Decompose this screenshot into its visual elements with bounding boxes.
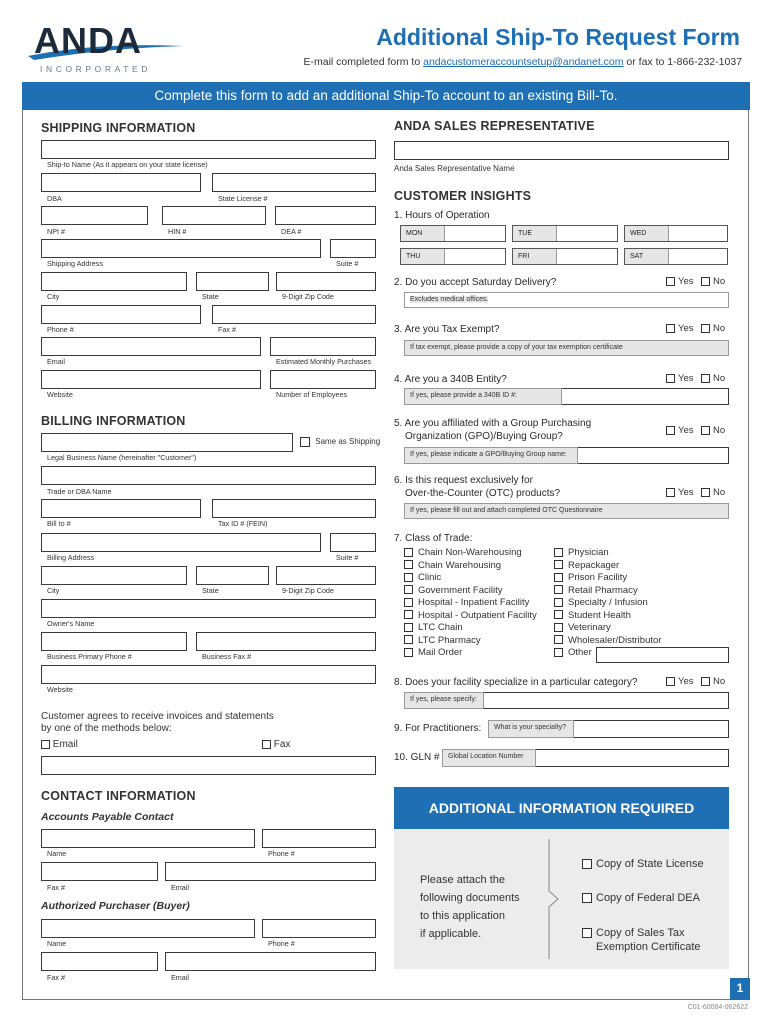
trade-label: Hospital - Inpatient Facility (418, 597, 530, 608)
trade-checkbox[interactable] (404, 610, 413, 619)
day-tue-field[interactable] (512, 225, 618, 242)
insights-section-title: CUSTOMER INSIGHTS (394, 189, 532, 203)
day-wed-label: WED (625, 226, 669, 241)
shipping-city-label: City (47, 292, 60, 301)
trade-label: Veterinary (568, 622, 611, 633)
business-fax-label: Business Fax # (202, 652, 252, 661)
sales-rep-section-title: ANDA SALES REPRESENTATIVE (394, 119, 595, 133)
q8-note: If yes, please specify: (404, 692, 484, 709)
hin-label: HIN # (168, 227, 187, 236)
billing-website-field[interactable] (41, 665, 376, 684)
q3-yes[interactable] (666, 323, 694, 334)
ap-fax-field[interactable] (41, 862, 158, 881)
doc-sales-tax-label-2: Exemption Certificate (596, 941, 701, 953)
attach-line: Please attach the (420, 874, 506, 886)
trade-checkbox[interactable] (554, 623, 563, 632)
trade-checkbox[interactable] (404, 573, 413, 582)
billing-address-field[interactable] (41, 533, 321, 552)
shipping-suite-label: Suite # (336, 259, 359, 268)
buyer-fax-label: Fax # (47, 973, 65, 982)
q1-hours: 1. Hours of Operation (394, 210, 490, 221)
q5-no[interactable] (701, 425, 725, 436)
trade-checkbox[interactable] (554, 560, 563, 569)
trade-option[interactable] (404, 635, 481, 646)
q5-gpo-line1: 5. Are you affiliated with a Group Purchasing (394, 418, 592, 429)
doc-federal-dea-label: Copy of Federal DEA (596, 892, 700, 904)
day-sat-label: SAT (625, 249, 669, 264)
contact-prefix: E-mail completed form to (303, 56, 421, 68)
shipping-email-label: Email (47, 357, 65, 366)
trade-label: Chain Non-Warehousing (418, 547, 522, 558)
anda-logo (28, 20, 188, 78)
trade-checkbox[interactable] (554, 635, 563, 644)
primary-phone-label: Business Primary Phone # (47, 652, 132, 661)
trade-option[interactable] (404, 647, 462, 658)
trade-label: Specialty / Infusion (568, 597, 648, 608)
trade-label: Wholesaler/Distributor (568, 634, 662, 646)
q2-note: Excludes medical offices. (410, 296, 489, 303)
owner-name-field[interactable] (41, 599, 376, 618)
ap-contact-title: Accounts Payable Contact (41, 811, 174, 823)
page-title: Additional Ship-To Request Form (376, 24, 740, 50)
q9-practitioners: 9. For Practitioners: (394, 723, 482, 734)
ap-fax-label: Fax # (47, 883, 65, 892)
trade-checkbox[interactable] (554, 585, 563, 594)
npi-label: NPI # (47, 227, 65, 236)
q3-no-checkbox[interactable] (701, 324, 710, 333)
trade-checkbox[interactable] (554, 598, 563, 607)
doc-sales-tax[interactable] (582, 926, 701, 954)
q3-yes-checkbox[interactable] (666, 324, 675, 333)
email-link[interactable]: andacustomeraccountsetup@andanet.com (423, 56, 624, 68)
trade-label: Student Health (568, 609, 631, 621)
attach-line: if applicable. (420, 928, 482, 940)
shipping-zip-field[interactable] (276, 272, 376, 291)
doc-federal-dea[interactable] (582, 892, 700, 904)
trade-checkbox[interactable] (554, 573, 563, 582)
shipping-city-field[interactable] (41, 272, 187, 291)
trade-option[interactable] (404, 622, 463, 633)
buyer-email-field[interactable] (165, 952, 376, 971)
same-as-shipping-label: Same as Shipping (315, 437, 381, 447)
trade-option[interactable] (554, 610, 631, 621)
ap-name-label: Name (47, 849, 67, 858)
buyer-name-field[interactable] (41, 919, 255, 938)
trade-checkbox[interactable] (404, 623, 413, 632)
trade-label: LTC Chain (418, 622, 463, 633)
shipping-state-label: State (202, 292, 219, 301)
trade-label: Chain Warehousing (418, 559, 502, 571)
invoice-fax-checkbox[interactable] (262, 740, 271, 749)
trade-checkbox[interactable] (404, 585, 413, 594)
contact-section-title: CONTACT INFORMATION (41, 789, 196, 803)
shipto-name-label: Ship-to Name (As it appears on your state license) (47, 160, 208, 169)
doc-federal-dea-checkbox[interactable] (582, 893, 592, 903)
dea-field[interactable] (275, 206, 376, 225)
shipping-website-field[interactable] (41, 370, 261, 389)
trade-name-field[interactable] (41, 466, 376, 485)
contact-suffix: or fax to 1-866-232-1037 (626, 56, 742, 68)
q3-note: If tax exempt, please provide a copy of your tax exemption certificate (404, 340, 729, 356)
trade-label: Repackager (568, 559, 620, 571)
same-as-shipping-checkbox[interactable] (300, 437, 310, 447)
dea-label: DEA # (281, 227, 302, 236)
tax-id-field[interactable] (212, 499, 376, 518)
q8-no[interactable] (701, 676, 725, 687)
q5-no-label: No (713, 425, 726, 436)
trade-label: Hospital - Outpatient Facility (418, 609, 537, 621)
brand-name: ANDA (34, 20, 142, 61)
q4-no[interactable] (701, 373, 725, 384)
billing-zip-label: 9-Digit Zip Code (282, 586, 334, 595)
invoice-email-option[interactable] (41, 739, 78, 750)
ap-phone-field[interactable] (262, 829, 376, 848)
doc-state-license[interactable] (582, 858, 704, 870)
contact-line (303, 56, 742, 68)
ap-name-field[interactable] (41, 829, 255, 848)
invoice-fax-option[interactable] (262, 739, 290, 750)
billing-suite-field[interactable] (330, 533, 376, 552)
doc-sales-tax-checkbox[interactable] (582, 928, 592, 938)
brace-icon (546, 839, 562, 959)
day-thu-field[interactable] (400, 248, 506, 265)
doc-sales-tax-label-1: Copy of Sales Tax (596, 927, 685, 939)
invoice-agreement-line2: by one of the methods below: (41, 723, 172, 734)
invoice-agreement-line1: Customer agrees to receive invoices and statements (41, 711, 274, 722)
q8-yes-label: Yes (678, 676, 694, 687)
q8-yes-checkbox[interactable] (666, 677, 675, 686)
q2-yes-label: Yes (678, 276, 694, 287)
q6-yes-label: Yes (678, 487, 694, 498)
q6-otc-line1: 6. Is this request exclusively for (394, 475, 533, 486)
shipping-section-title: SHIPPING INFORMATION (41, 121, 196, 135)
trade-label: Prison Facility (568, 572, 628, 583)
trade-option[interactable] (404, 610, 537, 621)
q6-yes-checkbox[interactable] (666, 488, 675, 497)
state-license-field[interactable] (212, 173, 376, 192)
q4-no-checkbox[interactable] (701, 374, 710, 383)
shipping-suite-field[interactable] (330, 239, 376, 258)
shipping-fax-label: Fax # (218, 325, 236, 334)
npi-field[interactable] (41, 206, 148, 225)
buyer-name-label: Name (47, 939, 67, 948)
business-fax-field[interactable] (196, 632, 376, 651)
trade-option[interactable] (554, 635, 661, 646)
trade-option[interactable] (404, 597, 529, 608)
trade-option[interactable] (554, 572, 627, 583)
q8-no-label: No (713, 676, 726, 687)
invoice-email-fax-field[interactable] (41, 756, 376, 775)
q5-gpo-line2: Organization (GPO)/Buying Group? (405, 431, 563, 442)
doc-state-license-label: Copy of State License (596, 858, 704, 870)
invoice-email-checkbox[interactable] (41, 740, 50, 749)
q10-note: Global Location Number (442, 749, 536, 767)
attach-instructions (420, 871, 520, 943)
q2-no-label: No (713, 276, 726, 287)
trade-checkbox[interactable] (404, 648, 413, 657)
shipping-phone-label: Phone # (47, 325, 74, 334)
q2-note-field[interactable] (404, 292, 729, 308)
q4-yes-checkbox[interactable] (666, 374, 675, 383)
doc-state-license-checkbox[interactable] (582, 859, 592, 869)
trade-label: LTC Pharmacy (418, 634, 481, 646)
day-fri-field[interactable] (512, 248, 618, 265)
q4-yes-label: Yes (678, 373, 694, 384)
trade-checkbox[interactable] (404, 560, 413, 569)
trade-label: Physician (568, 547, 609, 558)
trade-option[interactable] (554, 560, 619, 571)
trade-label: Clinic (418, 572, 442, 583)
trade-checkbox[interactable] (404, 635, 413, 644)
trade-checkbox[interactable] (554, 648, 563, 657)
buyer-title: Authorized Purchaser (Buyer) (41, 900, 190, 912)
billing-state-label: State (202, 586, 219, 595)
buyer-fax-field[interactable] (41, 952, 158, 971)
q4-yes[interactable] (666, 373, 694, 384)
billing-website-label: Website (47, 685, 73, 694)
dba-field[interactable] (41, 173, 201, 192)
day-mon-label: MON (401, 226, 445, 241)
form-code: C01-60084-062622 (687, 1004, 748, 1011)
q5-yes-label: Yes (678, 425, 694, 436)
trade-name-label: Trade or DBA Name (47, 487, 112, 496)
legal-name-field[interactable] (41, 433, 293, 452)
q9-note: What is your specialty? (488, 720, 574, 738)
banner-text: Complete this form to add an additional Ship-To account to an existing Bill-To. (154, 88, 618, 103)
shipto-name-field[interactable] (41, 140, 376, 159)
trade-label: Retail Pharmacy (568, 584, 638, 596)
state-license-label: State License # (218, 194, 268, 203)
shipping-phone-field[interactable] (41, 305, 201, 324)
q3-no-label: No (713, 323, 726, 334)
trade-checkbox[interactable] (554, 548, 563, 557)
day-fri-label: FRI (513, 249, 557, 264)
trade-option[interactable] (554, 585, 638, 596)
q6-no[interactable] (701, 487, 725, 498)
employees-field[interactable] (270, 370, 376, 389)
q4-no-label: No (713, 373, 726, 384)
buyer-email-label: Email (171, 973, 189, 982)
dba-label: DBA (47, 194, 62, 203)
page-number: 1 (736, 981, 744, 995)
trade-other-field[interactable] (596, 647, 729, 663)
q5-yes-checkbox[interactable] (666, 426, 675, 435)
q5-no-checkbox[interactable] (701, 426, 710, 435)
shipping-address-field[interactable] (41, 239, 321, 258)
billing-city-field[interactable] (41, 566, 187, 585)
billing-section-title: BILLING INFORMATION (41, 414, 186, 428)
same-as-shipping[interactable] (300, 437, 380, 447)
day-tue-label: TUE (513, 226, 557, 241)
invoice-email-label: Email (52, 739, 78, 750)
q8-no-checkbox[interactable] (701, 677, 710, 686)
trade-option[interactable] (404, 585, 502, 596)
q6-yes[interactable] (666, 487, 694, 498)
shipping-zip-label: 9-Digit Zip Code (282, 292, 334, 301)
q10-gln: 10. GLN # (394, 752, 440, 763)
q7-class-of-trade: 7. Class of Trade: (394, 533, 473, 544)
brand-subtitle: INCORPORATED (40, 64, 152, 74)
buyer-phone-field[interactable] (262, 919, 376, 938)
trade-option[interactable] (554, 622, 611, 633)
additional-info-title: ADDITIONAL INFORMATION REQUIRED (428, 800, 695, 816)
q3-tax-exempt: 3. Are you Tax Exempt? (394, 324, 500, 335)
trade-label: Mail Order (418, 647, 463, 658)
trade-option[interactable] (554, 597, 648, 608)
q2-yes[interactable] (666, 276, 694, 287)
q2-no[interactable] (701, 276, 725, 287)
day-thu-label: THU (401, 249, 445, 264)
primary-phone-field[interactable] (41, 632, 187, 651)
shipping-website-label: Website (47, 390, 73, 399)
q5-yes[interactable] (666, 425, 694, 436)
invoice-fax-label: Fax (273, 739, 291, 750)
q6-no-label: No (713, 487, 726, 498)
bill-to-field[interactable] (41, 499, 201, 518)
ap-email-field[interactable] (165, 862, 376, 881)
trade-option[interactable] (404, 547, 522, 558)
q6-note: If yes, please fill out and attach completed OTC Questionnaire (404, 503, 729, 519)
q8-specialize: 8. Does your facility specialize in a particular category? (394, 677, 638, 688)
q8-yes[interactable] (666, 676, 694, 687)
monthly-purchases-field[interactable] (270, 337, 376, 356)
shipping-address-label: Shipping Address (47, 259, 103, 268)
trade-option-other[interactable] (554, 647, 592, 658)
employees-label: Number of Employees (276, 390, 348, 399)
buyer-phone-label: Phone # (268, 939, 295, 948)
billing-zip-field[interactable] (276, 566, 376, 585)
hin-field[interactable] (162, 206, 266, 225)
q5-note: If yes, please indicate a GPO/Buying Group name: (404, 447, 578, 464)
billing-state-field[interactable] (196, 566, 269, 585)
day-sat-field[interactable] (624, 248, 728, 265)
ap-email-label: Email (171, 883, 189, 892)
billing-city-label: City (47, 586, 60, 595)
trade-checkbox[interactable] (404, 598, 413, 607)
trade-option[interactable] (404, 560, 501, 571)
monthly-purchases-label: Estimated Monthly Purchases (276, 357, 372, 366)
trade-checkbox[interactable] (554, 610, 563, 619)
attach-line: following documents (420, 892, 520, 904)
trade-option[interactable] (554, 547, 609, 558)
q4-340b: 4. Are you a 340B Entity? (394, 374, 507, 385)
sales-rep-field[interactable] (394, 141, 729, 160)
billing-suite-label: Suite # (336, 553, 359, 562)
legal-name-label: Legal Business Name (hereinafter "Customer") (47, 453, 197, 462)
shipping-state-field[interactable] (196, 272, 269, 291)
shipping-fax-field[interactable] (212, 305, 376, 324)
q2-saturday: 2. Do you accept Saturday Delivery? (394, 277, 557, 288)
tax-id-label: Tax ID # (FEIN) (218, 519, 268, 528)
day-wed-field[interactable] (624, 225, 728, 242)
trade-checkbox[interactable] (404, 548, 413, 557)
billing-address-label: Billing Address (47, 553, 95, 562)
q3-yes-label: Yes (678, 323, 694, 334)
trade-label: Government Facility (418, 584, 503, 596)
owner-name-label: Owner's Name (47, 619, 95, 628)
q6-otc-line2: Over-the-Counter (OTC) products? (405, 488, 561, 499)
q2-no-checkbox[interactable] (701, 277, 710, 286)
ap-phone-label: Phone # (268, 849, 295, 858)
q3-no[interactable] (701, 323, 725, 334)
attach-line: to this application (420, 910, 505, 922)
trade-label: Other (568, 647, 592, 658)
q4-note: If yes, please provide a 340B ID #: (404, 388, 562, 405)
shipping-email-field[interactable] (41, 337, 261, 356)
sales-rep-label: Anda Sales Representative Name (394, 164, 515, 173)
trade-option[interactable] (404, 572, 441, 583)
q2-yes-checkbox[interactable] (666, 277, 675, 286)
day-mon-field[interactable] (400, 225, 506, 242)
bill-to-label: Bill to # (47, 519, 71, 528)
q6-no-checkbox[interactable] (701, 488, 710, 497)
